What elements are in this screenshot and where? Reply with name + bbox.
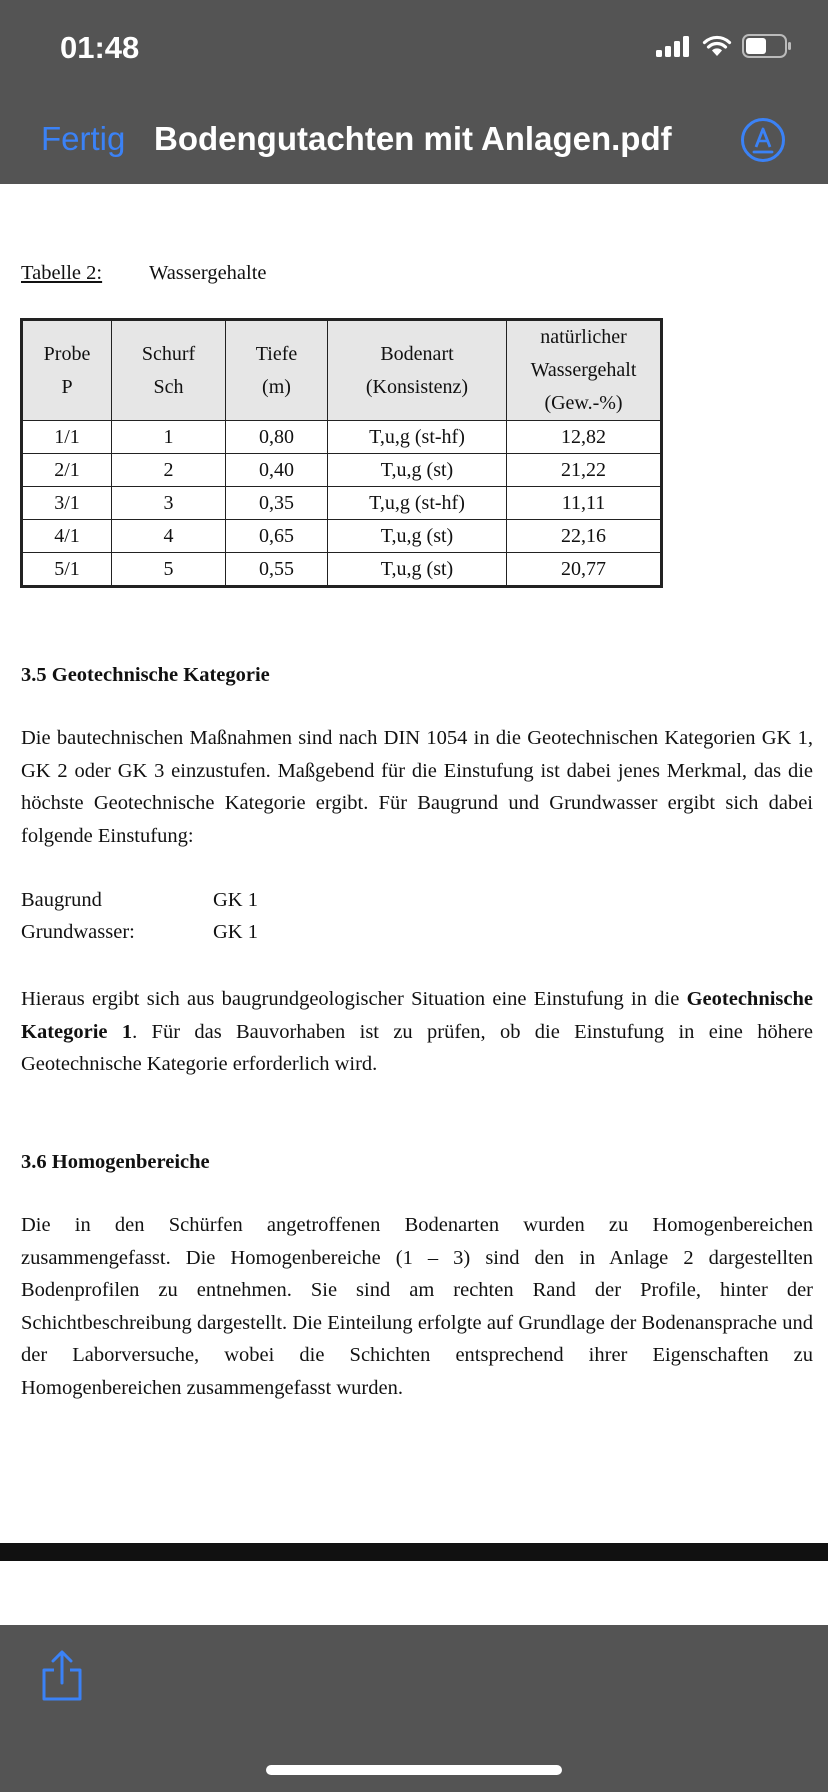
top-bar xyxy=(0,0,828,184)
table-row xyxy=(22,454,662,487)
table-row xyxy=(22,520,662,553)
next-pdf-page[interactable] xyxy=(0,1561,828,1625)
cell-bodenart: T,u,g (st) xyxy=(328,454,507,487)
cell-tiefe: 0,35 xyxy=(226,487,328,520)
paragraph-ergebnis-text: Hieraus ergibt sich aus baugrundgeologischer Situation eine Einstufung in die xyxy=(21,988,687,1010)
header-schurf: Schurf Sch xyxy=(112,320,226,421)
cell-wassergehalt: 12,82 xyxy=(507,421,662,454)
share-icon[interactable] xyxy=(40,1650,84,1702)
cell-schurf: 4 xyxy=(112,520,226,553)
cell-schurf: 3 xyxy=(112,487,226,520)
table-row xyxy=(22,487,662,520)
cell-tiefe: 0,80 xyxy=(226,421,328,454)
done-button[interactable]: Fertig xyxy=(41,120,126,157)
table-caption-title: Wassergehalte xyxy=(149,262,267,284)
paragraph-einstufung: Die bautechnischen Maßnahmen sind nach DIN 1054 in die Geotechnischen Kategorien GK 1, GK 2 oder GK 3 einzustufen. Maßgebend für die Einstufung ist dabei jenes Merkmal, das die höchste Geotechnische Kategorie ergibt. Für Baugrund und Grundwasser ergibt sich dabei folgende Einstufung: xyxy=(21,727,813,847)
header-tiefe: Tiefe (m) xyxy=(226,320,328,421)
document-title: Bodengutachten mit Anlagen.pdf xyxy=(154,120,672,157)
cell-probe: 1/1 xyxy=(22,421,112,454)
cell-wassergehalt: 11,11 xyxy=(507,487,662,520)
page-separator xyxy=(0,1543,828,1561)
cell-tiefe: 0,65 xyxy=(226,520,328,553)
header-probe: Probe P xyxy=(22,320,112,421)
cell-tiefe: 0,55 xyxy=(226,553,328,587)
cell-bodenart: T,u,g (st) xyxy=(328,520,507,553)
table-header-row xyxy=(22,320,662,421)
cell-probe: 5/1 xyxy=(22,553,112,587)
signal-icon xyxy=(656,35,692,57)
cell-schurf: 2 xyxy=(112,454,226,487)
cell-wassergehalt: 22,16 xyxy=(507,520,662,553)
cell-bodenart: T,u,g (st-hf) xyxy=(328,421,507,454)
paragraph-homogenbereiche: Die in den Schürfen angetroffenen Bodenarten wurden zu Homogenbereichen zusammengefasst. Die Homogenbereiche (1 – 3) sind den in Anlage 2 dargestellten Bodenprofilen zu entnehmen. Sie sind am rechten Rand der Profile, hinter der Schichtbeschreibung dargestellt. Die Einteilung erfolgte auf Grundlage der Bodenansprache und der Laborversuche, wobei die Schichten entsprechend ihrer Eigenschaften zu Homogenbereichen zusammengefasst wurden. xyxy=(21,1214,813,1399)
status-icons xyxy=(656,34,792,58)
cell-bodenart: T,u,g (st-hf) xyxy=(328,487,507,520)
cell-tiefe: 0,40 xyxy=(226,454,328,487)
cell-wassergehalt: 20,77 xyxy=(507,553,662,587)
battery-icon xyxy=(742,34,792,58)
kv-value-baugrund: GK 1 xyxy=(213,889,258,911)
markup-icon[interactable] xyxy=(740,117,786,163)
header-wassergehalt: natürlicher Wassergehalt (Gew.-%) xyxy=(507,320,662,421)
kv-key-baugrund: Baugrund xyxy=(21,889,102,911)
paragraph-ergebnis-tail: . Für das Bauvorhaben ist zu prüfen, ob die Einstufung in eine höhere Geotechnische Kategorie erforderlich wird. xyxy=(21,1020,813,1075)
table-caption-label: Tabelle 2: xyxy=(21,262,103,284)
cell-schurf: 1 xyxy=(112,421,226,454)
table-row xyxy=(22,421,662,454)
pdf-page[interactable] xyxy=(0,184,828,1544)
cell-wassergehalt: 21,22 xyxy=(507,454,662,487)
cell-probe: 2/1 xyxy=(22,454,112,487)
cell-bodenart: T,u,g (st) xyxy=(328,553,507,587)
paragraph-ergebnis xyxy=(21,983,813,1081)
home-indicator[interactable] xyxy=(266,1765,562,1775)
section-heading-geotechnische-kategorie: 3.5 Geotechnische Kategorie xyxy=(21,664,270,686)
wifi-icon xyxy=(702,35,732,57)
cell-schurf: 5 xyxy=(112,553,226,587)
water-content-table xyxy=(20,318,663,588)
kv-value-grundwasser: GK 1 xyxy=(213,921,258,943)
cell-probe: 4/1 xyxy=(22,520,112,553)
table-row xyxy=(22,553,662,587)
section-heading-homogenbereiche: 3.6 Homogenbereiche xyxy=(21,1151,210,1173)
kv-key-grundwasser: Grundwasser: xyxy=(21,921,135,943)
cell-probe: 3/1 xyxy=(22,487,112,520)
paragraph-ergebnis-bold: Geotechnische Kategorie 1 xyxy=(21,988,813,1043)
status-time: 01:48 xyxy=(60,30,140,65)
header-bodenart: Bodenart (Konsistenz) xyxy=(328,320,507,421)
